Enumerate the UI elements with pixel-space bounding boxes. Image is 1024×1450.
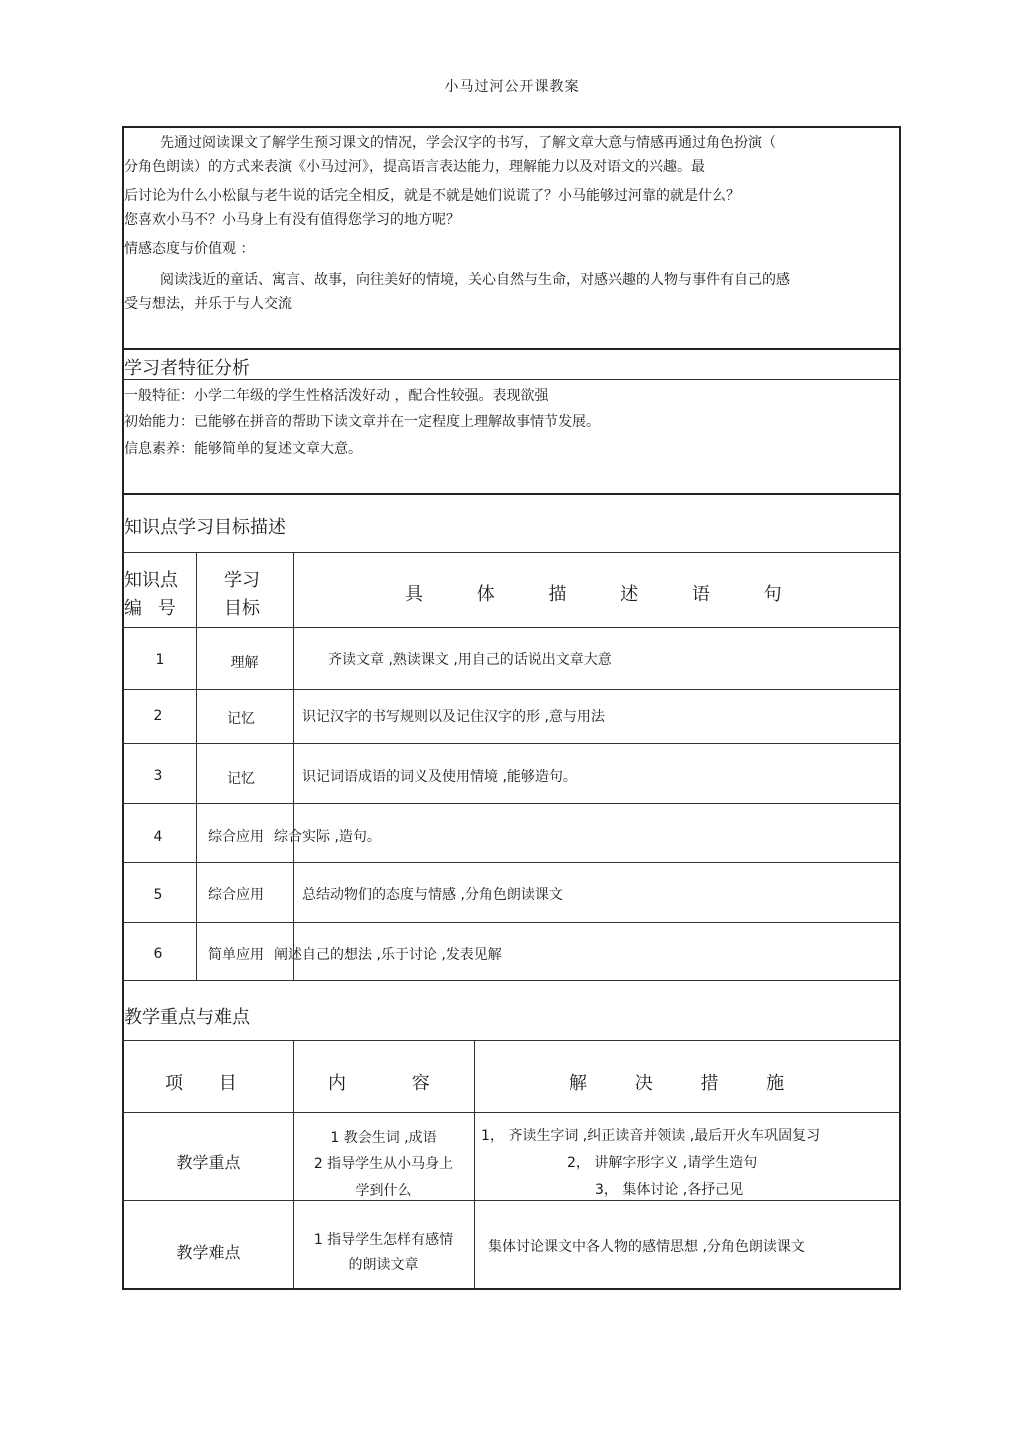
col-header-item: 项 目 bbox=[165, 1073, 237, 1094]
learner-heading: 学习者特征分析 bbox=[124, 358, 250, 379]
col-header-goal-1: 学习 bbox=[224, 570, 260, 591]
keypoints-heading: 教学重点与难点 bbox=[124, 1007, 250, 1028]
objective-desc: 齐读文章 ,熟读课文 ,用自己的话说出文章大意 bbox=[328, 652, 612, 668]
focus-content-line: 1 教会生词 ,成语 bbox=[330, 1130, 437, 1146]
difficulty-label: 教学难点 bbox=[176, 1243, 241, 1262]
intro-line-1: 先通过阅读课文了解学生预习课文的情况，学会汉字的书写，了解文章大意与情感再通过角色扮演（ bbox=[160, 135, 776, 151]
intro-line-4: 您喜欢小马不？小马身上有没有值得您学习的地方呢？ bbox=[124, 212, 460, 228]
difficulty-measure-line: 集体讨论课文中各人物的感情思想 ,分角色朗读课文 bbox=[488, 1239, 805, 1255]
focus-content-line: 学到什么 bbox=[355, 1183, 412, 1199]
objective-no: 1 bbox=[155, 652, 165, 668]
divider bbox=[122, 627, 901, 628]
col-header-goal-2: 目标 bbox=[224, 598, 260, 619]
learner-literacy: 信息素养：能够简单的复述文章大意。 bbox=[124, 441, 362, 457]
divider bbox=[122, 1112, 901, 1113]
objective-goal: 理解 bbox=[230, 655, 259, 671]
focus-content-line: 2 指导学生从小马身上 bbox=[313, 1156, 454, 1172]
values-heading: 情感态度与价值观 ： bbox=[124, 241, 255, 257]
values-line-2: 受与想法，并乐于与人交流 bbox=[124, 296, 292, 312]
col-header-content: 内 容 bbox=[328, 1073, 430, 1094]
divider bbox=[122, 743, 901, 744]
divider bbox=[122, 379, 901, 380]
objective-no: 2 bbox=[153, 708, 163, 724]
divider bbox=[122, 862, 901, 863]
column-divider bbox=[196, 552, 197, 980]
values-line-1: 阅读浅近的童话、寓言、故事，向往美好的情境，关心自然与生命，对感兴趣的人物与事件有自己的感 bbox=[160, 272, 790, 288]
divider bbox=[122, 1040, 901, 1041]
objective-goal: 记忆 bbox=[227, 771, 255, 787]
column-divider bbox=[474, 1040, 475, 1290]
focus-measure-line: 3， 集体讨论 ,各抒己见 bbox=[595, 1182, 744, 1198]
objective-desc: 识记汉字的书写规则以及记住汉字的形 ,意与用法 bbox=[302, 709, 605, 725]
objective-desc: 综合实际 ,造句。 bbox=[274, 829, 381, 845]
intro-line-2: 分角色朗读）的方式来表演《小马过河》，提高语言表达能力，理解能力以及对语文的兴趣。最 bbox=[124, 159, 705, 175]
difficulty-content-line: 1 指导学生怎样有感情 bbox=[313, 1232, 454, 1248]
focus-measure-line: 1， 齐读生字词 ,纠正读音并领读 ,最后开火车巩固复习 bbox=[481, 1128, 821, 1144]
difficulty-content-line: 的朗读文章 bbox=[348, 1257, 419, 1273]
divider bbox=[122, 689, 901, 690]
learner-general: 一般特征：小学二年级的学生性格活泼好动 ，配合性较强。表现欲强 bbox=[124, 388, 549, 404]
objectives-heading: 知识点学习目标描述 bbox=[124, 517, 286, 538]
focus-measure-line: 2， 讲解字形字义 ,请学生造句 bbox=[567, 1155, 758, 1171]
objective-no: 6 bbox=[153, 946, 163, 962]
divider bbox=[122, 803, 901, 804]
focus-label: 教学重点 bbox=[176, 1153, 241, 1172]
objective-desc: 识记词语成语的词义及使用情境 ,能够造句。 bbox=[302, 769, 577, 785]
col-header-measures: 解 决 措 施 bbox=[569, 1073, 785, 1094]
objective-goal: 综合应用 bbox=[208, 887, 264, 903]
objective-no: 3 bbox=[153, 768, 163, 784]
divider bbox=[122, 980, 901, 981]
objective-desc: 阐述自己的想法 ,乐于讨论 ,发表见解 bbox=[274, 947, 502, 963]
col-header-description: 具 体 描 述 语 句 bbox=[405, 584, 782, 605]
col-header-no-2: 编 号 bbox=[124, 598, 176, 619]
objective-goal: 综合应用 bbox=[208, 829, 264, 845]
col-header-no-1: 知识点 bbox=[124, 570, 178, 591]
divider bbox=[122, 922, 901, 923]
intro-line-3: 后讨论为什么小松鼠与老牛说的话完全相反，就是不就是她们说谎了？小马能够过河靠的就是什么？ bbox=[124, 188, 740, 204]
objective-no: 4 bbox=[153, 829, 163, 845]
divider bbox=[122, 493, 901, 495]
divider bbox=[122, 1200, 901, 1201]
column-divider bbox=[293, 552, 294, 980]
learner-ability: 初始能力：已能够在拼音的帮助下读文章并在一定程度上理解故事情节发展。 bbox=[124, 414, 600, 430]
page-title: 小马过河公开课教案 bbox=[444, 79, 580, 95]
objective-goal: 简单应用 bbox=[208, 947, 264, 963]
divider bbox=[122, 552, 901, 553]
objective-no: 5 bbox=[153, 887, 163, 903]
divider bbox=[122, 348, 901, 350]
objective-desc: 总结动物们的态度与情感 ,分角色朗读课文 bbox=[302, 887, 563, 903]
objective-goal: 记忆 bbox=[227, 711, 255, 727]
